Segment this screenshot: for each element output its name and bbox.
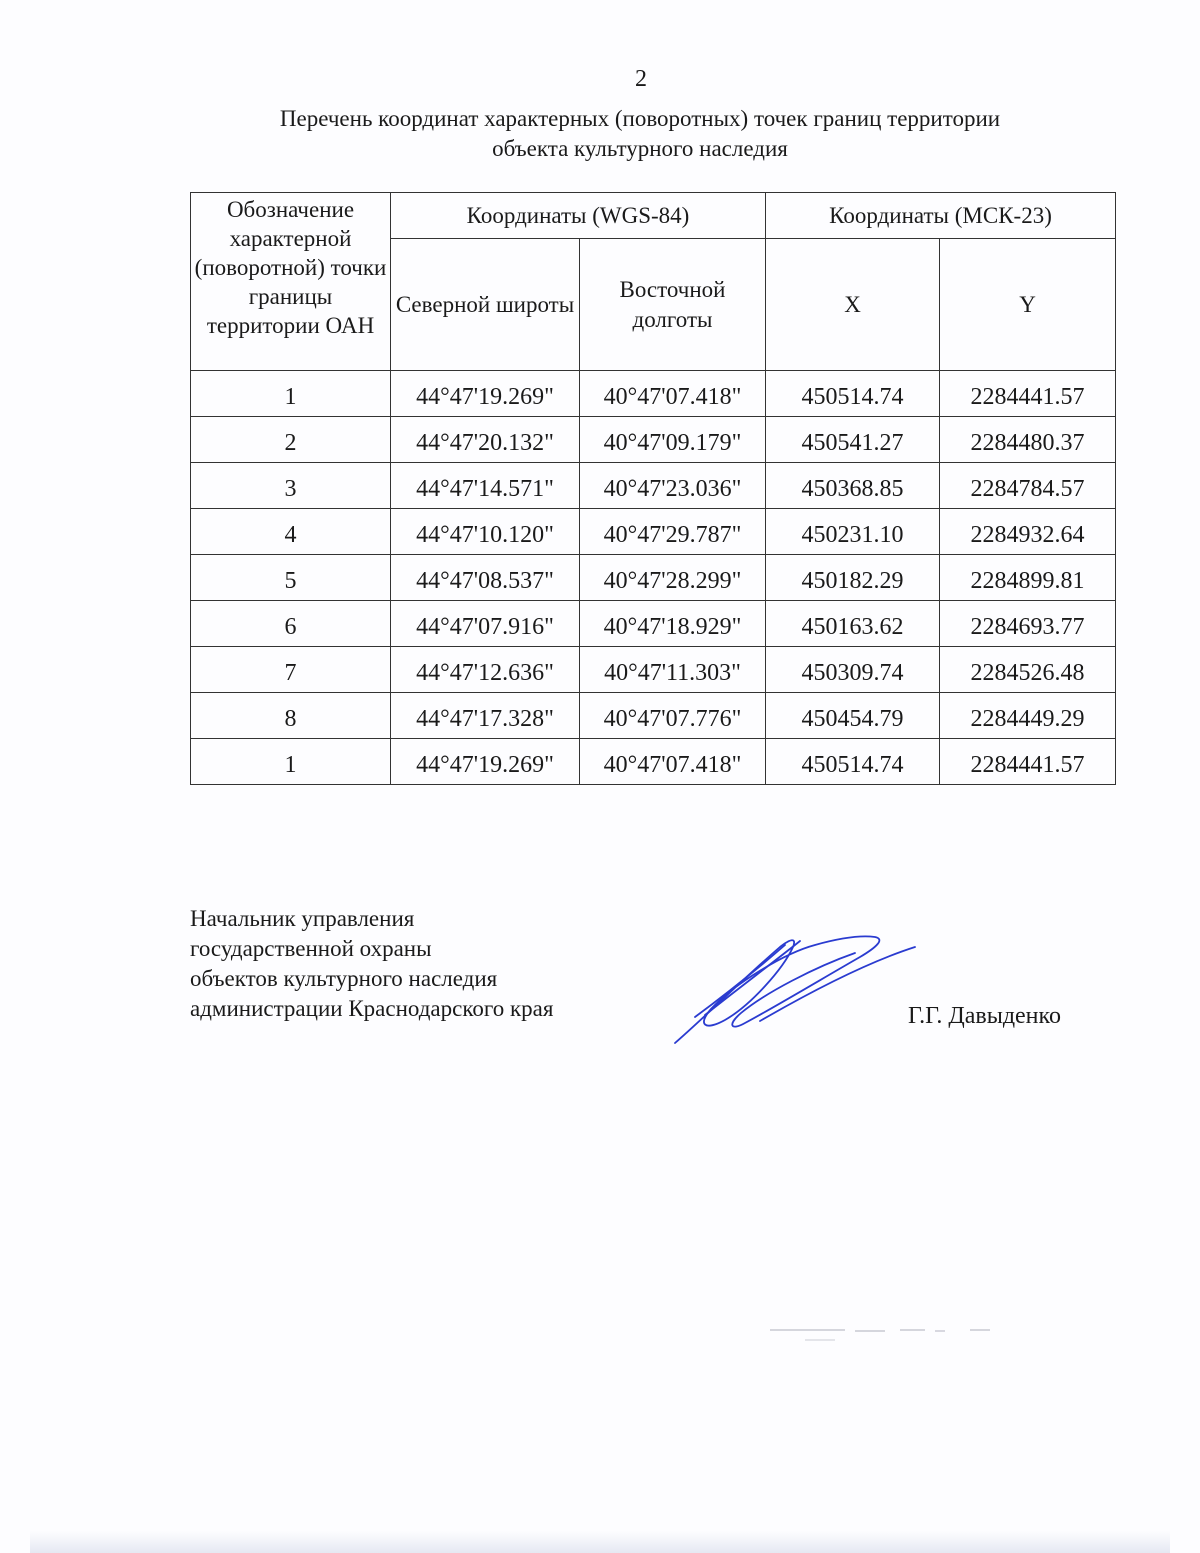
east-cell: 40°47'07.418" xyxy=(580,739,766,785)
x-cell: 450182.29 xyxy=(766,555,940,601)
east-longitude-header: Восточной долготы xyxy=(580,239,766,371)
y-cell: 2284441.57 xyxy=(940,739,1116,785)
table-row xyxy=(191,509,1116,555)
title-line-2: объекта культурного наследия xyxy=(492,136,788,161)
point-cell: 4 xyxy=(191,509,391,555)
x-cell: 450514.74 xyxy=(766,739,940,785)
point-cell: 1 xyxy=(191,371,391,417)
scan-artifact xyxy=(765,1322,995,1352)
table-row xyxy=(191,463,1116,509)
north-cell: 44°47'19.269" xyxy=(391,739,580,785)
title-line-1: Перечень координат характерных (поворотных) точек границ территории xyxy=(279,106,1001,131)
x-cell: 450454.79 xyxy=(766,693,940,739)
point-column-header: Обозначение характерной (поворотной) точки границы территории ОАН xyxy=(191,193,391,371)
north-cell: 44°47'10.120" xyxy=(391,509,580,555)
point-cell: 6 xyxy=(191,601,391,647)
wgs84-header: Координаты (WGS-84) xyxy=(391,193,766,239)
position-line-4: администрации Краснодарского края xyxy=(190,996,554,1021)
signer-name: Г.Г. Давыденко xyxy=(908,1003,1061,1029)
y-cell: 2284899.81 xyxy=(940,555,1116,601)
table-row xyxy=(191,555,1116,601)
coordinates-table xyxy=(190,192,1116,785)
point-cell: 3 xyxy=(191,463,391,509)
north-cell: 44°47'19.269" xyxy=(391,371,580,417)
y-cell: 2284693.77 xyxy=(940,601,1116,647)
east-cell: 40°47'09.179" xyxy=(580,417,766,463)
y-header: Y xyxy=(940,239,1116,371)
east-cell: 40°47'29.787" xyxy=(580,509,766,555)
y-cell: 2284441.57 xyxy=(940,371,1116,417)
north-latitude-header: Северной широты xyxy=(391,239,580,371)
north-cell: 44°47'08.537" xyxy=(391,555,580,601)
scan-edge xyxy=(30,1531,1170,1553)
x-cell: 450541.27 xyxy=(766,417,940,463)
msk23-header: Координаты (МСК-23) xyxy=(766,193,1116,239)
point-cell: 8 xyxy=(191,693,391,739)
x-header: X xyxy=(766,239,940,371)
table-row xyxy=(191,693,1116,739)
table-row xyxy=(191,417,1116,463)
y-cell: 2284932.64 xyxy=(940,509,1116,555)
east-cell: 40°47'18.929" xyxy=(580,601,766,647)
x-cell: 450231.10 xyxy=(766,509,940,555)
x-cell: 450368.85 xyxy=(766,463,940,509)
handwritten-signature xyxy=(665,925,925,1055)
x-cell: 450309.74 xyxy=(766,647,940,693)
point-cell: 1 xyxy=(191,739,391,785)
y-cell: 2284526.48 xyxy=(940,647,1116,693)
y-cell: 2284480.37 xyxy=(940,417,1116,463)
point-cell: 2 xyxy=(191,417,391,463)
page-number: 2 xyxy=(635,66,647,92)
north-cell: 44°47'14.571" xyxy=(391,463,580,509)
table-row xyxy=(191,371,1116,417)
x-cell: 450514.74 xyxy=(766,371,940,417)
table-row xyxy=(191,601,1116,647)
y-cell: 2284784.57 xyxy=(940,463,1116,509)
y-cell: 2284449.29 xyxy=(940,693,1116,739)
north-cell: 44°47'12.636" xyxy=(391,647,580,693)
east-cell: 40°47'11.303" xyxy=(580,647,766,693)
position-line-3: объектов культурного наследия xyxy=(190,966,498,991)
table-row xyxy=(191,647,1116,693)
x-cell: 450163.62 xyxy=(766,601,940,647)
north-cell: 44°47'17.328" xyxy=(391,693,580,739)
document-title xyxy=(180,104,1100,164)
east-cell: 40°47'23.036" xyxy=(580,463,766,509)
north-cell: 44°47'20.132" xyxy=(391,417,580,463)
east-cell: 40°47'28.299" xyxy=(580,555,766,601)
east-cell: 40°47'07.776" xyxy=(580,693,766,739)
position-line-1: Начальник управления xyxy=(190,906,415,931)
east-cell: 40°47'07.418" xyxy=(580,371,766,417)
signatory-position xyxy=(190,904,553,1024)
position-line-2: государственной охраны xyxy=(190,936,432,961)
point-cell: 5 xyxy=(191,555,391,601)
point-cell: 7 xyxy=(191,647,391,693)
table-row xyxy=(191,739,1116,785)
north-cell: 44°47'07.916" xyxy=(391,601,580,647)
